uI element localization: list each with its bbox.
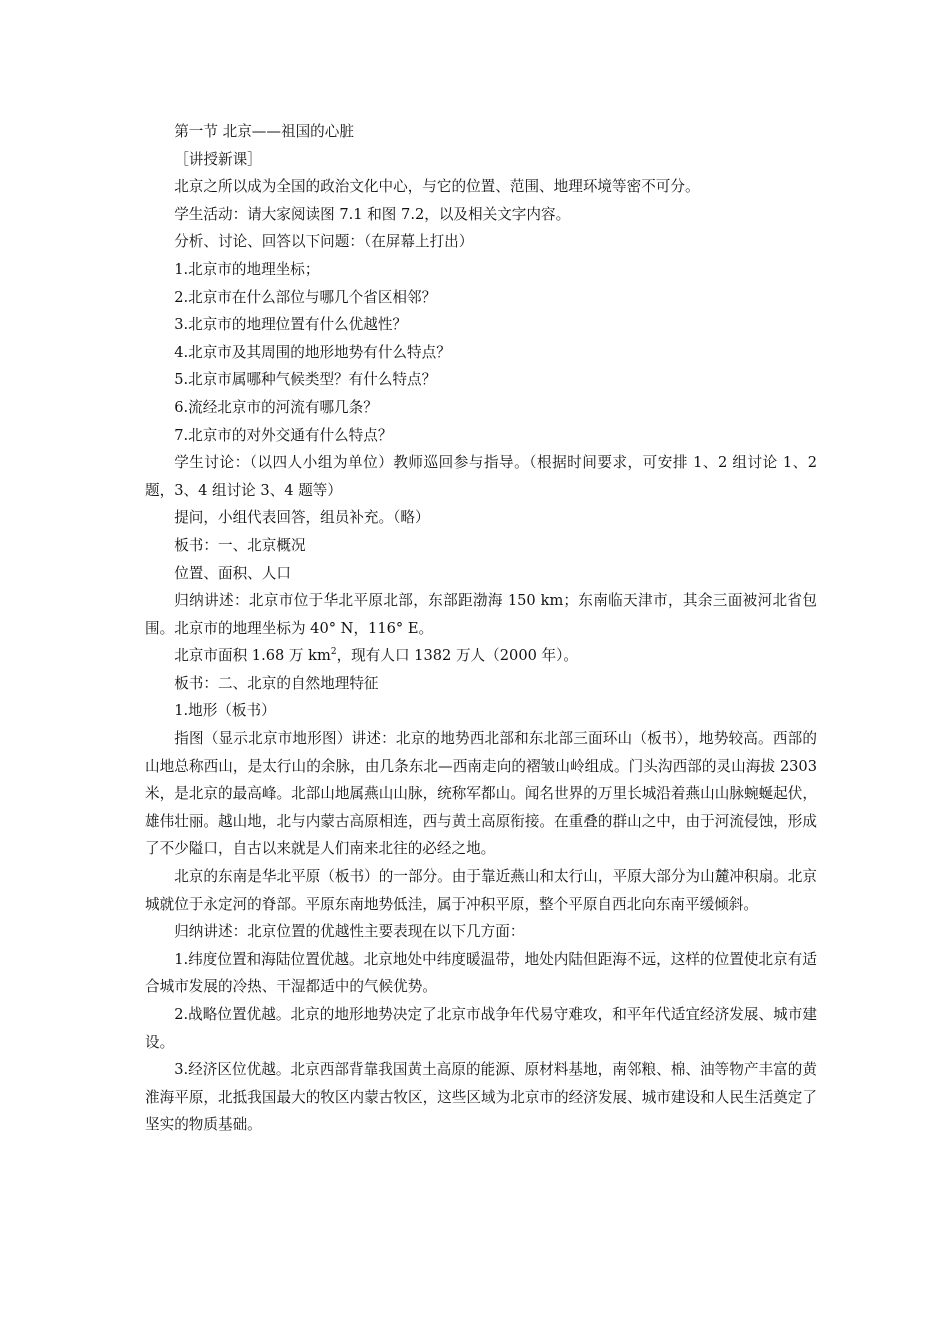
paragraph: 分析、讨论、回答以下问题：（在屏幕上打出） <box>174 233 474 251</box>
question-item: 4.北京市及其周围的地形地势有什么特点？ <box>174 343 451 361</box>
question-item: 7.北京市的对外交通有什么特点？ <box>174 426 393 444</box>
paragraph: 北京的东南是华北平原（板书）的一部分。由于靠近燕山和太行山，平原大部分为山麓冲积扇。北京城就位于永定河的脊部。平原东南地势低洼，属于冲积平原，整个平原自西北向东南平缓倾斜。 <box>145 868 817 913</box>
area-superscript: 2 <box>330 647 337 658</box>
paragraph: 学生活动：请大家阅读图 7.1 和图 7.2，以及相关文字内容。 <box>174 205 571 223</box>
document-page <box>145 118 817 1139</box>
paragraph: 归纳讲述：北京位置的优越性主要表现在以下几方面： <box>174 923 525 941</box>
paragraph: 北京之所以成为全国的政治文化中心，与它的位置、范围、地理环境等密不可分。 <box>174 178 700 196</box>
paragraph: 板书：一、北京概况 <box>174 536 306 554</box>
paragraph: 1.地形（板书） <box>174 702 276 720</box>
paragraph: 1.纬度位置和海陆位置优越。北京地处中纬度暖温带，地处内陆但距海不远，这样的位置使北京有适合城市发展的冷热、干湿都适中的气候优势。 <box>145 950 817 996</box>
paragraph: 2.战略位置优越。北京的地形地势决定了北京市战争年代易守难攻，和平年代适宜经济发展、城市建设。 <box>145 1006 817 1051</box>
paragraph: 学生讨论：（以四人小组为单位）教师巡回参与指导。（根据时间要求，可安排 1、2 组讨论 1、2 题，3、4 组讨论 3、4 题等） <box>145 454 817 499</box>
question-item: 3.北京市的地理位置有什么优越性？ <box>174 316 408 334</box>
paragraph: ［讲授新课］ <box>174 150 262 168</box>
question-item: 1.北京市的地理坐标； <box>174 260 320 278</box>
area-paragraph <box>145 642 817 670</box>
paragraph: 位置、面积、人口 <box>174 564 291 582</box>
paragraph: 指图（显示北京市地形图）讲述：北京的地势西北部和东北部三面环山（板书），地势较高。西部的山地总称西山，是太行山的余脉，由几条东北—西南走向的褶皱山岭组成。门头沟西部的灵山海拔 2303 米，是北京的最高峰。北部山地属燕山山脉，统称军都山。闻名世界的万里长城沿着燕山山脉蜿蜒起伏，雄伟壮丽。越山地，北与内蒙古高原相连，西与黄土高原衔接。在重叠的群山之中，由于河流侵蚀，形成了不少隘口，自古以来就是人们南来北往的必经之地。 <box>145 730 817 858</box>
paragraph: 归纳讲述：北京市位于华北平原北部，东部距渤海 150 km；东南临天津市，其余三面被河北省包围。北京市的地理坐标为 40° N，116° E。 <box>145 592 817 637</box>
question-item: 5.北京市属哪种气候类型？有什么特点？ <box>174 371 437 389</box>
paragraph: 板书：二、北京的自然地理特征 <box>174 674 379 692</box>
area-text-after: ，现有人口 1382 万人（2000 年）。 <box>336 647 579 665</box>
question-item: 2.北京市在什么部位与哪几个省区相邻？ <box>174 288 437 306</box>
paragraph: 3.经济区位优越。北京西部背靠我国黄土高原的能源、原材料基地，南邻粮、棉、油等物产丰富的黄淮海平原，北抵我国最大的牧区内蒙古牧区，这些区域为北京市的经济发展、城市建设和人民生活奠定了坚实的物质基础。 <box>145 1061 817 1134</box>
paragraph: 提问，小组代表回答，组员补充。（略） <box>174 509 430 527</box>
section-title: 第一节 北京——祖国的心脏 <box>174 123 354 140</box>
area-text-before: 北京市面积 1.68 万 km <box>174 647 331 665</box>
question-item: 6.流经北京市的河流有哪几条？ <box>174 398 378 416</box>
